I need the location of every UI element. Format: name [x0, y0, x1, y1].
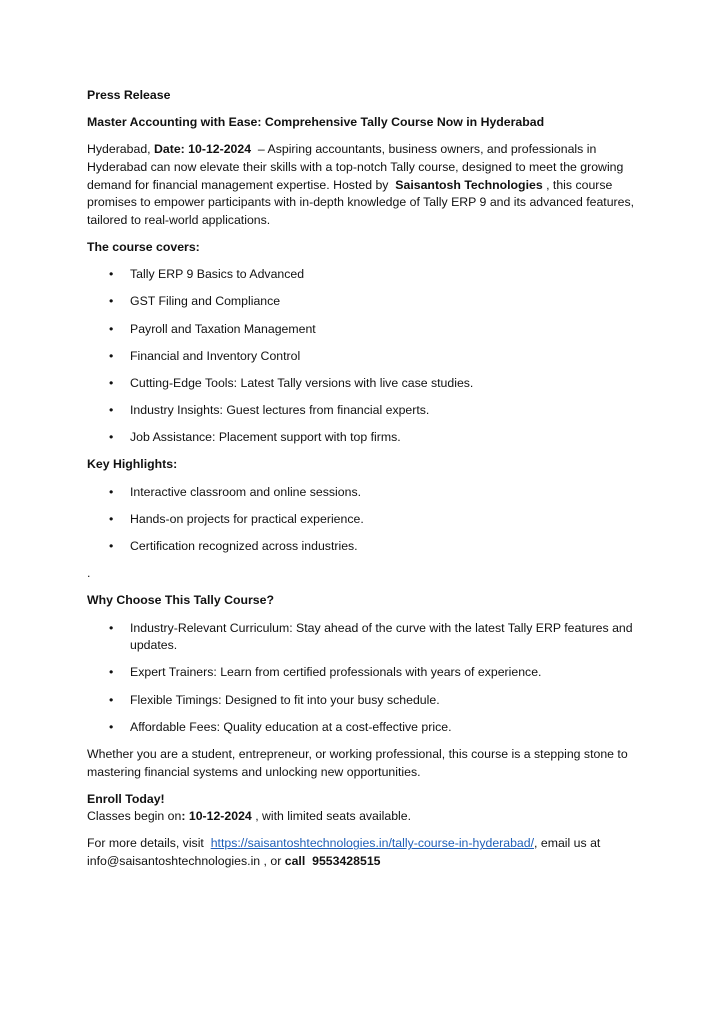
list-item: • GST Filing and Compliance [87, 293, 647, 311]
stray-dot: . [87, 566, 91, 581]
course-link[interactable]: https://saisantoshtechnologies.in/tally-course-in-hyderabad/ [210, 836, 535, 851]
intro-date: Date: 10-12-2024 [154, 142, 252, 157]
list-item: • Industry-Relevant Curriculum: Stay ahead of the curve with the latest Tally ERP features and updates. [87, 620, 647, 655]
phone-number: 9553428515 [312, 854, 381, 869]
document-page [87, 87, 647, 880]
why-heading: Why Choose This Tally Course? [87, 593, 274, 608]
enroll-text-2: , with limited seats available. [255, 809, 412, 824]
highlights-list [87, 484, 647, 556]
list-item: • Job Assistance: Placement support with top firms. [87, 429, 647, 447]
intro-host: Saisantosh Technologies [395, 177, 543, 192]
list-item: • Hands-on projects for practical experience. [87, 511, 647, 529]
press-release-label: Press Release [87, 88, 171, 102]
covers-heading: The course covers: [87, 239, 200, 254]
list-item: • Expert Trainers: Learn from certified professionals with years of experience. [87, 664, 647, 682]
highlights-heading: Key Highlights: [87, 457, 178, 472]
enroll-date: : 10-12-2024 [181, 809, 252, 824]
enroll-heading-line [87, 791, 647, 809]
list-item: • Cutting-Edge Tools: Latest Tally versions with live case studies. [87, 375, 647, 393]
headline: Master Accounting with Ease: Comprehensive Tally Course Now in Hyderabad [87, 115, 545, 130]
enroll-heading: Enroll Today! [87, 791, 165, 806]
list-item: • Tally ERP 9 Basics to Advanced [87, 266, 647, 284]
list-item: • Flexible Timings: Designed to fit into your busy schedule. [87, 692, 647, 710]
enroll-text-1: Classes begin on [87, 809, 182, 824]
list-item: • Financial and Inventory Control [87, 348, 647, 366]
contact-paragraph [87, 835, 647, 870]
list-item: • Certification recognized across industries. [87, 538, 647, 556]
covers-list [87, 266, 647, 447]
call-label: call [284, 854, 306, 869]
why-list [87, 620, 647, 737]
closing-paragraph: Whether you are a student, entrepreneur, or working professional, this course is a stepping stone to mastering financial systems and unlocking new opportunities. [87, 746, 628, 779]
list-item: • Interactive classroom and online sessions. [87, 484, 647, 502]
intro-paragraph [87, 141, 647, 229]
intro-text-1: – Aspiring accountants, business owners, and professionals in Hyderabad can now elevate their skills with a top-notch Tally course, designed to meet the growing demand for financial management expertise. Hosted by [87, 142, 624, 192]
list-item: • Payroll and Taxation Management [87, 321, 647, 339]
intro-city: Hyderabad, [87, 142, 151, 157]
intro-text-2: , this course promises to empower participants with in-depth knowledge of Tally ERP 9 and its advanced features, tailored to real-world applications. [87, 177, 635, 227]
list-item: • Affordable Fees: Quality education at a cost-effective price. [87, 719, 647, 737]
list-item: • Industry Insights: Guest lectures from financial experts. [87, 402, 647, 420]
contact-text-1: For more details, visit [87, 836, 204, 851]
contact-text-2: , email us at info@saisantoshtechnologies.in , or [87, 836, 601, 869]
enroll-line [87, 808, 647, 826]
